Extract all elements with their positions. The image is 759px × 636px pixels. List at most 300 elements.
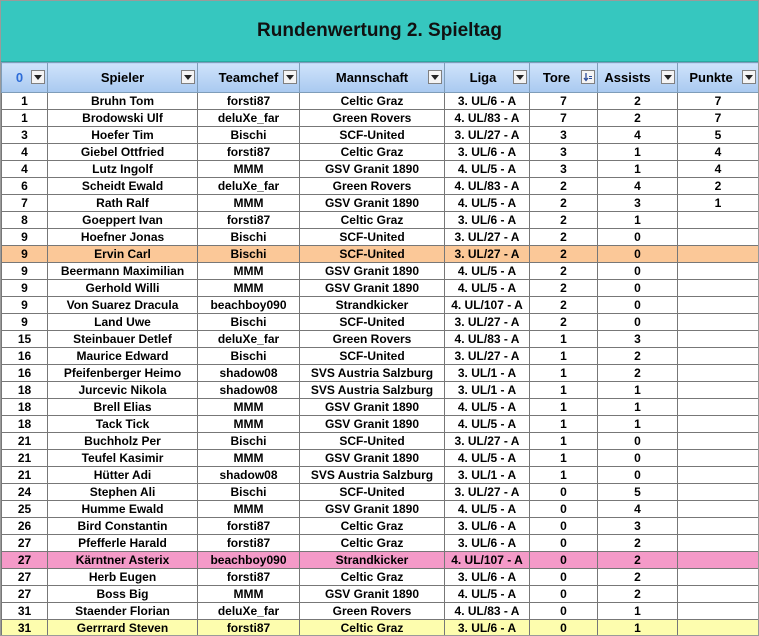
cell-tore[interactable]: 0	[530, 484, 598, 501]
cell-rank[interactable]: 9	[2, 263, 48, 280]
cell-teamchef[interactable]: beachboy090	[198, 297, 300, 314]
cell-tore[interactable]: 3	[530, 161, 598, 178]
cell-liga[interactable]: 4. UL/83 - A	[445, 178, 530, 195]
cell-rank[interactable]: 24	[2, 484, 48, 501]
table-row[interactable]	[2, 110, 759, 127]
cell-punkte[interactable]	[678, 212, 759, 229]
cell-tore[interactable]: 0	[530, 620, 598, 636]
cell-tore[interactable]: 2	[530, 178, 598, 195]
cell-teamchef[interactable]: Bischi	[198, 484, 300, 501]
cell-assists[interactable]: 2	[598, 569, 678, 586]
cell-rank[interactable]: 18	[2, 399, 48, 416]
cell-rank[interactable]: 31	[2, 620, 48, 636]
cell-assists[interactable]: 1	[598, 416, 678, 433]
cell-liga[interactable]: 3. UL/6 - A	[445, 518, 530, 535]
cell-mannschaft[interactable]: SCF-United	[300, 433, 445, 450]
cell-teamchef[interactable]: shadow08	[198, 382, 300, 399]
cell-spieler[interactable]: Herb Eugen	[48, 569, 198, 586]
cell-assists[interactable]: 0	[598, 467, 678, 484]
cell-teamchef[interactable]: forsti87	[198, 518, 300, 535]
filter-dropdown-icon[interactable]	[661, 70, 675, 84]
cell-tore[interactable]: 0	[530, 501, 598, 518]
cell-assists[interactable]: 1	[598, 144, 678, 161]
filter-dropdown-icon[interactable]	[283, 70, 297, 84]
cell-rank[interactable]: 21	[2, 450, 48, 467]
cell-punkte[interactable]	[678, 433, 759, 450]
cell-punkte[interactable]	[678, 467, 759, 484]
cell-spieler[interactable]: Lutz Ingolf	[48, 161, 198, 178]
cell-punkte[interactable]	[678, 484, 759, 501]
cell-liga[interactable]: 3. UL/6 - A	[445, 212, 530, 229]
cell-rank[interactable]: 16	[2, 365, 48, 382]
cell-mannschaft[interactable]: GSV Granit 1890	[300, 586, 445, 603]
table-row[interactable]	[2, 467, 759, 484]
cell-spieler[interactable]: Teufel Kasimir	[48, 450, 198, 467]
cell-teamchef[interactable]: forsti87	[198, 144, 300, 161]
cell-mannschaft[interactable]: SCF-United	[300, 229, 445, 246]
column-header-tore	[530, 63, 598, 93]
cell-teamchef[interactable]: Bischi	[198, 246, 300, 263]
table-row[interactable]	[2, 229, 759, 246]
cell-punkte[interactable]	[678, 246, 759, 263]
cell-teamchef[interactable]: Bischi	[198, 229, 300, 246]
cell-rank[interactable]: 16	[2, 348, 48, 365]
cell-mannschaft[interactable]: Celtic Graz	[300, 212, 445, 229]
cell-mannschaft[interactable]: SCF-United	[300, 348, 445, 365]
cell-mannschaft[interactable]: SCF-United	[300, 246, 445, 263]
cell-assists[interactable]: 1	[598, 161, 678, 178]
table-row[interactable]	[2, 399, 759, 416]
cell-rank[interactable]: 4	[2, 144, 48, 161]
cell-teamchef[interactable]: Bischi	[198, 348, 300, 365]
cell-teamchef[interactable]: forsti87	[198, 535, 300, 552]
cell-tore[interactable]: 1	[530, 382, 598, 399]
cell-mannschaft[interactable]: SCF-United	[300, 484, 445, 501]
cell-assists[interactable]: 2	[598, 348, 678, 365]
cell-teamchef[interactable]: Bischi	[198, 314, 300, 331]
cell-rank[interactable]: 21	[2, 433, 48, 450]
cell-spieler[interactable]: Jurcevic Nikola	[48, 382, 198, 399]
filter-dropdown-icon[interactable]	[181, 70, 195, 84]
cell-spieler[interactable]: Scheidt Ewald	[48, 178, 198, 195]
cell-punkte[interactable]	[678, 416, 759, 433]
cell-tore[interactable]: 2	[530, 195, 598, 212]
cell-rank[interactable]: 9	[2, 280, 48, 297]
cell-rank[interactable]: 27	[2, 586, 48, 603]
cell-assists[interactable]: 2	[598, 93, 678, 110]
cell-punkte[interactable]: 7	[678, 110, 759, 127]
cell-assists[interactable]: 3	[598, 195, 678, 212]
cell-tore[interactable]: 1	[530, 348, 598, 365]
cell-tore[interactable]: 2	[530, 246, 598, 263]
cell-teamchef[interactable]: shadow08	[198, 365, 300, 382]
cell-punkte[interactable]	[678, 263, 759, 280]
cell-mannschaft[interactable]: Green Rovers	[300, 331, 445, 348]
cell-punkte[interactable]	[678, 620, 759, 636]
cell-mannschaft[interactable]: Celtic Graz	[300, 535, 445, 552]
cell-rank[interactable]: 1	[2, 93, 48, 110]
table-row[interactable]	[2, 195, 759, 212]
cell-tore[interactable]: 0	[530, 535, 598, 552]
cell-liga[interactable]: 3. UL/1 - A	[445, 467, 530, 484]
cell-spieler[interactable]: Beermann Maximilian	[48, 263, 198, 280]
cell-rank[interactable]: 27	[2, 569, 48, 586]
table-row[interactable]	[2, 552, 759, 569]
table-row[interactable]	[2, 314, 759, 331]
table-row[interactable]	[2, 93, 759, 110]
cell-rank[interactable]: 26	[2, 518, 48, 535]
table-row[interactable]	[2, 484, 759, 501]
cell-tore[interactable]: 7	[530, 93, 598, 110]
cell-punkte[interactable]	[678, 229, 759, 246]
cell-liga[interactable]: 4. UL/5 - A	[445, 450, 530, 467]
table-row[interactable]	[2, 382, 759, 399]
cell-rank[interactable]: 9	[2, 297, 48, 314]
cell-liga[interactable]: 4. UL/5 - A	[445, 280, 530, 297]
cell-tore[interactable]: 2	[530, 280, 598, 297]
cell-liga[interactable]: 4. UL/5 - A	[445, 416, 530, 433]
cell-mannschaft[interactable]: Celtic Graz	[300, 518, 445, 535]
table-row[interactable]	[2, 450, 759, 467]
cell-tore[interactable]: 1	[530, 416, 598, 433]
cell-teamchef[interactable]: MMM	[198, 416, 300, 433]
cell-teamchef[interactable]: MMM	[198, 399, 300, 416]
cell-mannschaft[interactable]: Celtic Graz	[300, 620, 445, 636]
cell-spieler[interactable]: Stephen Ali	[48, 484, 198, 501]
cell-teamchef[interactable]: MMM	[198, 501, 300, 518]
cell-tore[interactable]: 0	[530, 603, 598, 620]
cell-punkte[interactable]	[678, 280, 759, 297]
cell-assists[interactable]: 2	[598, 552, 678, 569]
cell-rank[interactable]: 18	[2, 416, 48, 433]
table-row[interactable]	[2, 416, 759, 433]
cell-liga[interactable]: 3. UL/27 - A	[445, 433, 530, 450]
cell-punkte[interactable]	[678, 399, 759, 416]
table-row[interactable]	[2, 501, 759, 518]
cell-spieler[interactable]: Brodowski Ulf	[48, 110, 198, 127]
cell-tore[interactable]: 2	[530, 229, 598, 246]
cell-assists[interactable]: 0	[598, 297, 678, 314]
cell-teamchef[interactable]: forsti87	[198, 620, 300, 636]
cell-mannschaft[interactable]: GSV Granit 1890	[300, 501, 445, 518]
cell-punkte[interactable]	[678, 569, 759, 586]
table-row[interactable]	[2, 297, 759, 314]
cell-mannschaft[interactable]: GSV Granit 1890	[300, 416, 445, 433]
cell-tore[interactable]: 3	[530, 127, 598, 144]
cell-mannschaft[interactable]: GSV Granit 1890	[300, 161, 445, 178]
cell-assists[interactable]: 4	[598, 178, 678, 195]
cell-assists[interactable]: 0	[598, 450, 678, 467]
cell-rank[interactable]: 9	[2, 314, 48, 331]
cell-spieler[interactable]: Tack Tick	[48, 416, 198, 433]
table-row[interactable]	[2, 246, 759, 263]
cell-rank[interactable]: 6	[2, 178, 48, 195]
cell-mannschaft[interactable]: Celtic Graz	[300, 93, 445, 110]
cell-liga[interactable]: 3. UL/27 - A	[445, 484, 530, 501]
cell-tore[interactable]: 2	[530, 297, 598, 314]
cell-spieler[interactable]: Steinbauer Detlef	[48, 331, 198, 348]
cell-punkte[interactable]	[678, 382, 759, 399]
cell-liga[interactable]: 4. UL/5 - A	[445, 399, 530, 416]
column-header-punkte	[678, 63, 759, 93]
cell-mannschaft[interactable]: Strandkicker	[300, 297, 445, 314]
cell-spieler[interactable]: Hoefner Jonas	[48, 229, 198, 246]
cell-spieler[interactable]: Pfeifenberger Heimo	[48, 365, 198, 382]
cell-punkte[interactable]	[678, 586, 759, 603]
table-row[interactable]	[2, 620, 759, 636]
cell-spieler[interactable]: Pfefferle Harald	[48, 535, 198, 552]
cell-spieler[interactable]: Kärntner Asterix	[48, 552, 198, 569]
cell-rank[interactable]: 1	[2, 110, 48, 127]
cell-mannschaft[interactable]: GSV Granit 1890	[300, 195, 445, 212]
cell-punkte[interactable]	[678, 450, 759, 467]
cell-assists[interactable]: 0	[598, 263, 678, 280]
cell-teamchef[interactable]: forsti87	[198, 569, 300, 586]
cell-assists[interactable]: 0	[598, 314, 678, 331]
cell-liga[interactable]: 4. UL/5 - A	[445, 586, 530, 603]
cell-spieler[interactable]: Gerrrard Steven	[48, 620, 198, 636]
cell-assists[interactable]: 1	[598, 603, 678, 620]
cell-punkte[interactable]: 4	[678, 161, 759, 178]
cell-teamchef[interactable]: beachboy090	[198, 552, 300, 569]
cell-mannschaft[interactable]: Strandkicker	[300, 552, 445, 569]
cell-teamchef[interactable]: shadow08	[198, 467, 300, 484]
cell-liga[interactable]: 3. UL/1 - A	[445, 365, 530, 382]
cell-rank[interactable]: 25	[2, 501, 48, 518]
cell-mannschaft[interactable]: GSV Granit 1890	[300, 280, 445, 297]
cell-punkte[interactable]: 5	[678, 127, 759, 144]
sort-descending-icon[interactable]	[581, 70, 595, 84]
cell-spieler[interactable]: Humme Ewald	[48, 501, 198, 518]
cell-punkte[interactable]	[678, 365, 759, 382]
cell-punkte[interactable]	[678, 501, 759, 518]
cell-liga[interactable]: 4. UL/83 - A	[445, 603, 530, 620]
cell-spieler[interactable]: Staender Florian	[48, 603, 198, 620]
column-header-rank	[2, 63, 48, 93]
cell-assists[interactable]: 0	[598, 280, 678, 297]
table-row[interactable]	[2, 535, 759, 552]
cell-assists[interactable]: 1	[598, 382, 678, 399]
cell-mannschaft[interactable]: Celtic Graz	[300, 144, 445, 161]
cell-liga[interactable]: 4. UL/5 - A	[445, 161, 530, 178]
cell-rank[interactable]: 31	[2, 603, 48, 620]
cell-assists[interactable]: 2	[598, 535, 678, 552]
cell-spieler[interactable]: Buchholz Per	[48, 433, 198, 450]
cell-liga[interactable]: 3. UL/27 - A	[445, 229, 530, 246]
cell-liga[interactable]: 3. UL/6 - A	[445, 535, 530, 552]
cell-punkte[interactable]: 2	[678, 178, 759, 195]
cell-mannschaft[interactable]: Green Rovers	[300, 603, 445, 620]
cell-assists[interactable]: 0	[598, 246, 678, 263]
cell-spieler[interactable]: Gerhold Willi	[48, 280, 198, 297]
cell-assists[interactable]: 4	[598, 127, 678, 144]
cell-assists[interactable]: 3	[598, 331, 678, 348]
cell-liga[interactable]: 4. UL/5 - A	[445, 501, 530, 518]
cell-spieler[interactable]: Hütter Adi	[48, 467, 198, 484]
cell-liga[interactable]: 4. UL/5 - A	[445, 263, 530, 280]
cell-spieler[interactable]: Bruhn Tom	[48, 93, 198, 110]
cell-tore[interactable]: 3	[530, 144, 598, 161]
cell-spieler[interactable]: Ervin Carl	[48, 246, 198, 263]
cell-tore[interactable]: 0	[530, 518, 598, 535]
cell-teamchef[interactable]: forsti87	[198, 212, 300, 229]
cell-tore[interactable]: 1	[530, 467, 598, 484]
cell-liga[interactable]: 3. UL/27 - A	[445, 246, 530, 263]
cell-mannschaft[interactable]: SVS Austria Salzburg	[300, 365, 445, 382]
cell-mannschaft[interactable]: SVS Austria Salzburg	[300, 467, 445, 484]
cell-teamchef[interactable]: MMM	[198, 263, 300, 280]
cell-assists[interactable]: 1	[598, 620, 678, 636]
cell-assists[interactable]: 1	[598, 212, 678, 229]
table-row[interactable]	[2, 365, 759, 382]
cell-liga[interactable]: 3. UL/6 - A	[445, 93, 530, 110]
cell-tore[interactable]: 0	[530, 586, 598, 603]
table-row[interactable]	[2, 127, 759, 144]
cell-punkte[interactable]	[678, 518, 759, 535]
cell-tore[interactable]: 1	[530, 365, 598, 382]
cell-punkte[interactable]	[678, 348, 759, 365]
cell-rank[interactable]: 18	[2, 382, 48, 399]
cell-teamchef[interactable]: deluXe_far	[198, 110, 300, 127]
table-row[interactable]	[2, 433, 759, 450]
table-row[interactable]	[2, 518, 759, 535]
cell-liga[interactable]: 3. UL/1 - A	[445, 382, 530, 399]
cell-liga[interactable]: 3. UL/27 - A	[445, 127, 530, 144]
cell-assists[interactable]: 1	[598, 399, 678, 416]
cell-punkte[interactable]	[678, 314, 759, 331]
cell-tore[interactable]: 2	[530, 314, 598, 331]
cell-teamchef[interactable]: MMM	[198, 161, 300, 178]
column-header-liga	[445, 63, 530, 93]
cell-liga[interactable]: 3. UL/6 - A	[445, 569, 530, 586]
cell-rank[interactable]: 21	[2, 467, 48, 484]
cell-assists[interactable]: 5	[598, 484, 678, 501]
table-row[interactable]	[2, 263, 759, 280]
cell-spieler[interactable]: Land Uwe	[48, 314, 198, 331]
cell-tore[interactable]: 1	[530, 399, 598, 416]
cell-punkte[interactable]	[678, 552, 759, 569]
cell-spieler[interactable]: Giebel Ottfried	[48, 144, 198, 161]
cell-teamchef[interactable]: MMM	[198, 586, 300, 603]
cell-tore[interactable]: 2	[530, 212, 598, 229]
cell-punkte[interactable]	[678, 535, 759, 552]
cell-rank[interactable]: 27	[2, 535, 48, 552]
cell-assists[interactable]: 4	[598, 501, 678, 518]
cell-mannschaft[interactable]: Celtic Graz	[300, 569, 445, 586]
cell-mannschaft[interactable]: GSV Granit 1890	[300, 450, 445, 467]
cell-teamchef[interactable]: Bischi	[198, 127, 300, 144]
cell-punkte[interactable]	[678, 331, 759, 348]
cell-assists[interactable]: 0	[598, 433, 678, 450]
filter-dropdown-icon[interactable]	[31, 70, 45, 84]
cell-liga[interactable]: 3. UL/27 - A	[445, 314, 530, 331]
cell-teamchef[interactable]: MMM	[198, 450, 300, 467]
cell-punkte[interactable]: 1	[678, 195, 759, 212]
cell-tore[interactable]: 0	[530, 569, 598, 586]
table-row[interactable]	[2, 569, 759, 586]
cell-liga[interactable]: 4. UL/83 - A	[445, 110, 530, 127]
cell-teamchef[interactable]: MMM	[198, 195, 300, 212]
cell-spieler[interactable]: Hoefer Tim	[48, 127, 198, 144]
cell-tore[interactable]: 1	[530, 450, 598, 467]
cell-punkte[interactable]	[678, 603, 759, 620]
table-row[interactable]	[2, 144, 759, 161]
cell-teamchef[interactable]: deluXe_far	[198, 178, 300, 195]
cell-rank[interactable]: 8	[2, 212, 48, 229]
cell-rank[interactable]: 4	[2, 161, 48, 178]
cell-tore[interactable]: 7	[530, 110, 598, 127]
table-row[interactable]	[2, 212, 759, 229]
cell-mannschaft[interactable]: SCF-United	[300, 127, 445, 144]
cell-teamchef[interactable]: deluXe_far	[198, 603, 300, 620]
cell-mannschaft[interactable]: GSV Granit 1890	[300, 399, 445, 416]
cell-rank[interactable]: 3	[2, 127, 48, 144]
cell-teamchef[interactable]: forsti87	[198, 93, 300, 110]
cell-tore[interactable]: 1	[530, 331, 598, 348]
cell-mannschaft[interactable]: SVS Austria Salzburg	[300, 382, 445, 399]
cell-assists[interactable]: 2	[598, 110, 678, 127]
cell-mannschaft[interactable]: Green Rovers	[300, 110, 445, 127]
cell-spieler[interactable]: Goeppert Ivan	[48, 212, 198, 229]
cell-liga[interactable]: 3. UL/6 - A	[445, 144, 530, 161]
cell-mannschaft[interactable]: SCF-United	[300, 314, 445, 331]
cell-punkte[interactable]: 7	[678, 93, 759, 110]
cell-liga[interactable]: 3. UL/27 - A	[445, 348, 530, 365]
cell-assists[interactable]: 0	[598, 229, 678, 246]
cell-assists[interactable]: 2	[598, 586, 678, 603]
cell-rank[interactable]: 9	[2, 246, 48, 263]
cell-teamchef[interactable]: Bischi	[198, 433, 300, 450]
cell-tore[interactable]: 1	[530, 433, 598, 450]
cell-mannschaft[interactable]: GSV Granit 1890	[300, 263, 445, 280]
cell-rank[interactable]: 9	[2, 229, 48, 246]
cell-assists[interactable]: 3	[598, 518, 678, 535]
cell-spieler[interactable]: Von Suarez Dracula	[48, 297, 198, 314]
cell-liga[interactable]: 4. UL/5 - A	[445, 195, 530, 212]
table-row[interactable]	[2, 348, 759, 365]
cell-tore[interactable]: 0	[530, 552, 598, 569]
cell-mannschaft[interactable]: Green Rovers	[300, 178, 445, 195]
table-row[interactable]	[2, 280, 759, 297]
table-row[interactable]	[2, 178, 759, 195]
cell-spieler[interactable]: Brell Elias	[48, 399, 198, 416]
cell-assists[interactable]: 2	[598, 365, 678, 382]
cell-punkte[interactable]	[678, 297, 759, 314]
table-row[interactable]	[2, 161, 759, 178]
cell-liga[interactable]: 4. UL/107 - A	[445, 297, 530, 314]
cell-spieler[interactable]: Boss Big	[48, 586, 198, 603]
cell-spieler[interactable]: Maurice Edward	[48, 348, 198, 365]
cell-spieler[interactable]: Rath Ralf	[48, 195, 198, 212]
filter-dropdown-icon[interactable]	[513, 70, 527, 84]
filter-dropdown-icon[interactable]	[428, 70, 442, 84]
cell-teamchef[interactable]: deluXe_far	[198, 331, 300, 348]
table-row[interactable]	[2, 586, 759, 603]
cell-liga[interactable]: 4. UL/107 - A	[445, 552, 530, 569]
cell-spieler[interactable]: Bird Constantin	[48, 518, 198, 535]
cell-rank[interactable]: 27	[2, 552, 48, 569]
cell-tore[interactable]: 2	[530, 263, 598, 280]
cell-liga[interactable]: 4. UL/83 - A	[445, 331, 530, 348]
filter-dropdown-icon[interactable]	[742, 70, 756, 84]
table-row[interactable]	[2, 603, 759, 620]
cell-rank[interactable]: 15	[2, 331, 48, 348]
cell-punkte[interactable]: 4	[678, 144, 759, 161]
cell-teamchef[interactable]: MMM	[198, 280, 300, 297]
cell-rank[interactable]: 7	[2, 195, 48, 212]
cell-liga[interactable]: 3. UL/6 - A	[445, 620, 530, 636]
table-row[interactable]	[2, 331, 759, 348]
